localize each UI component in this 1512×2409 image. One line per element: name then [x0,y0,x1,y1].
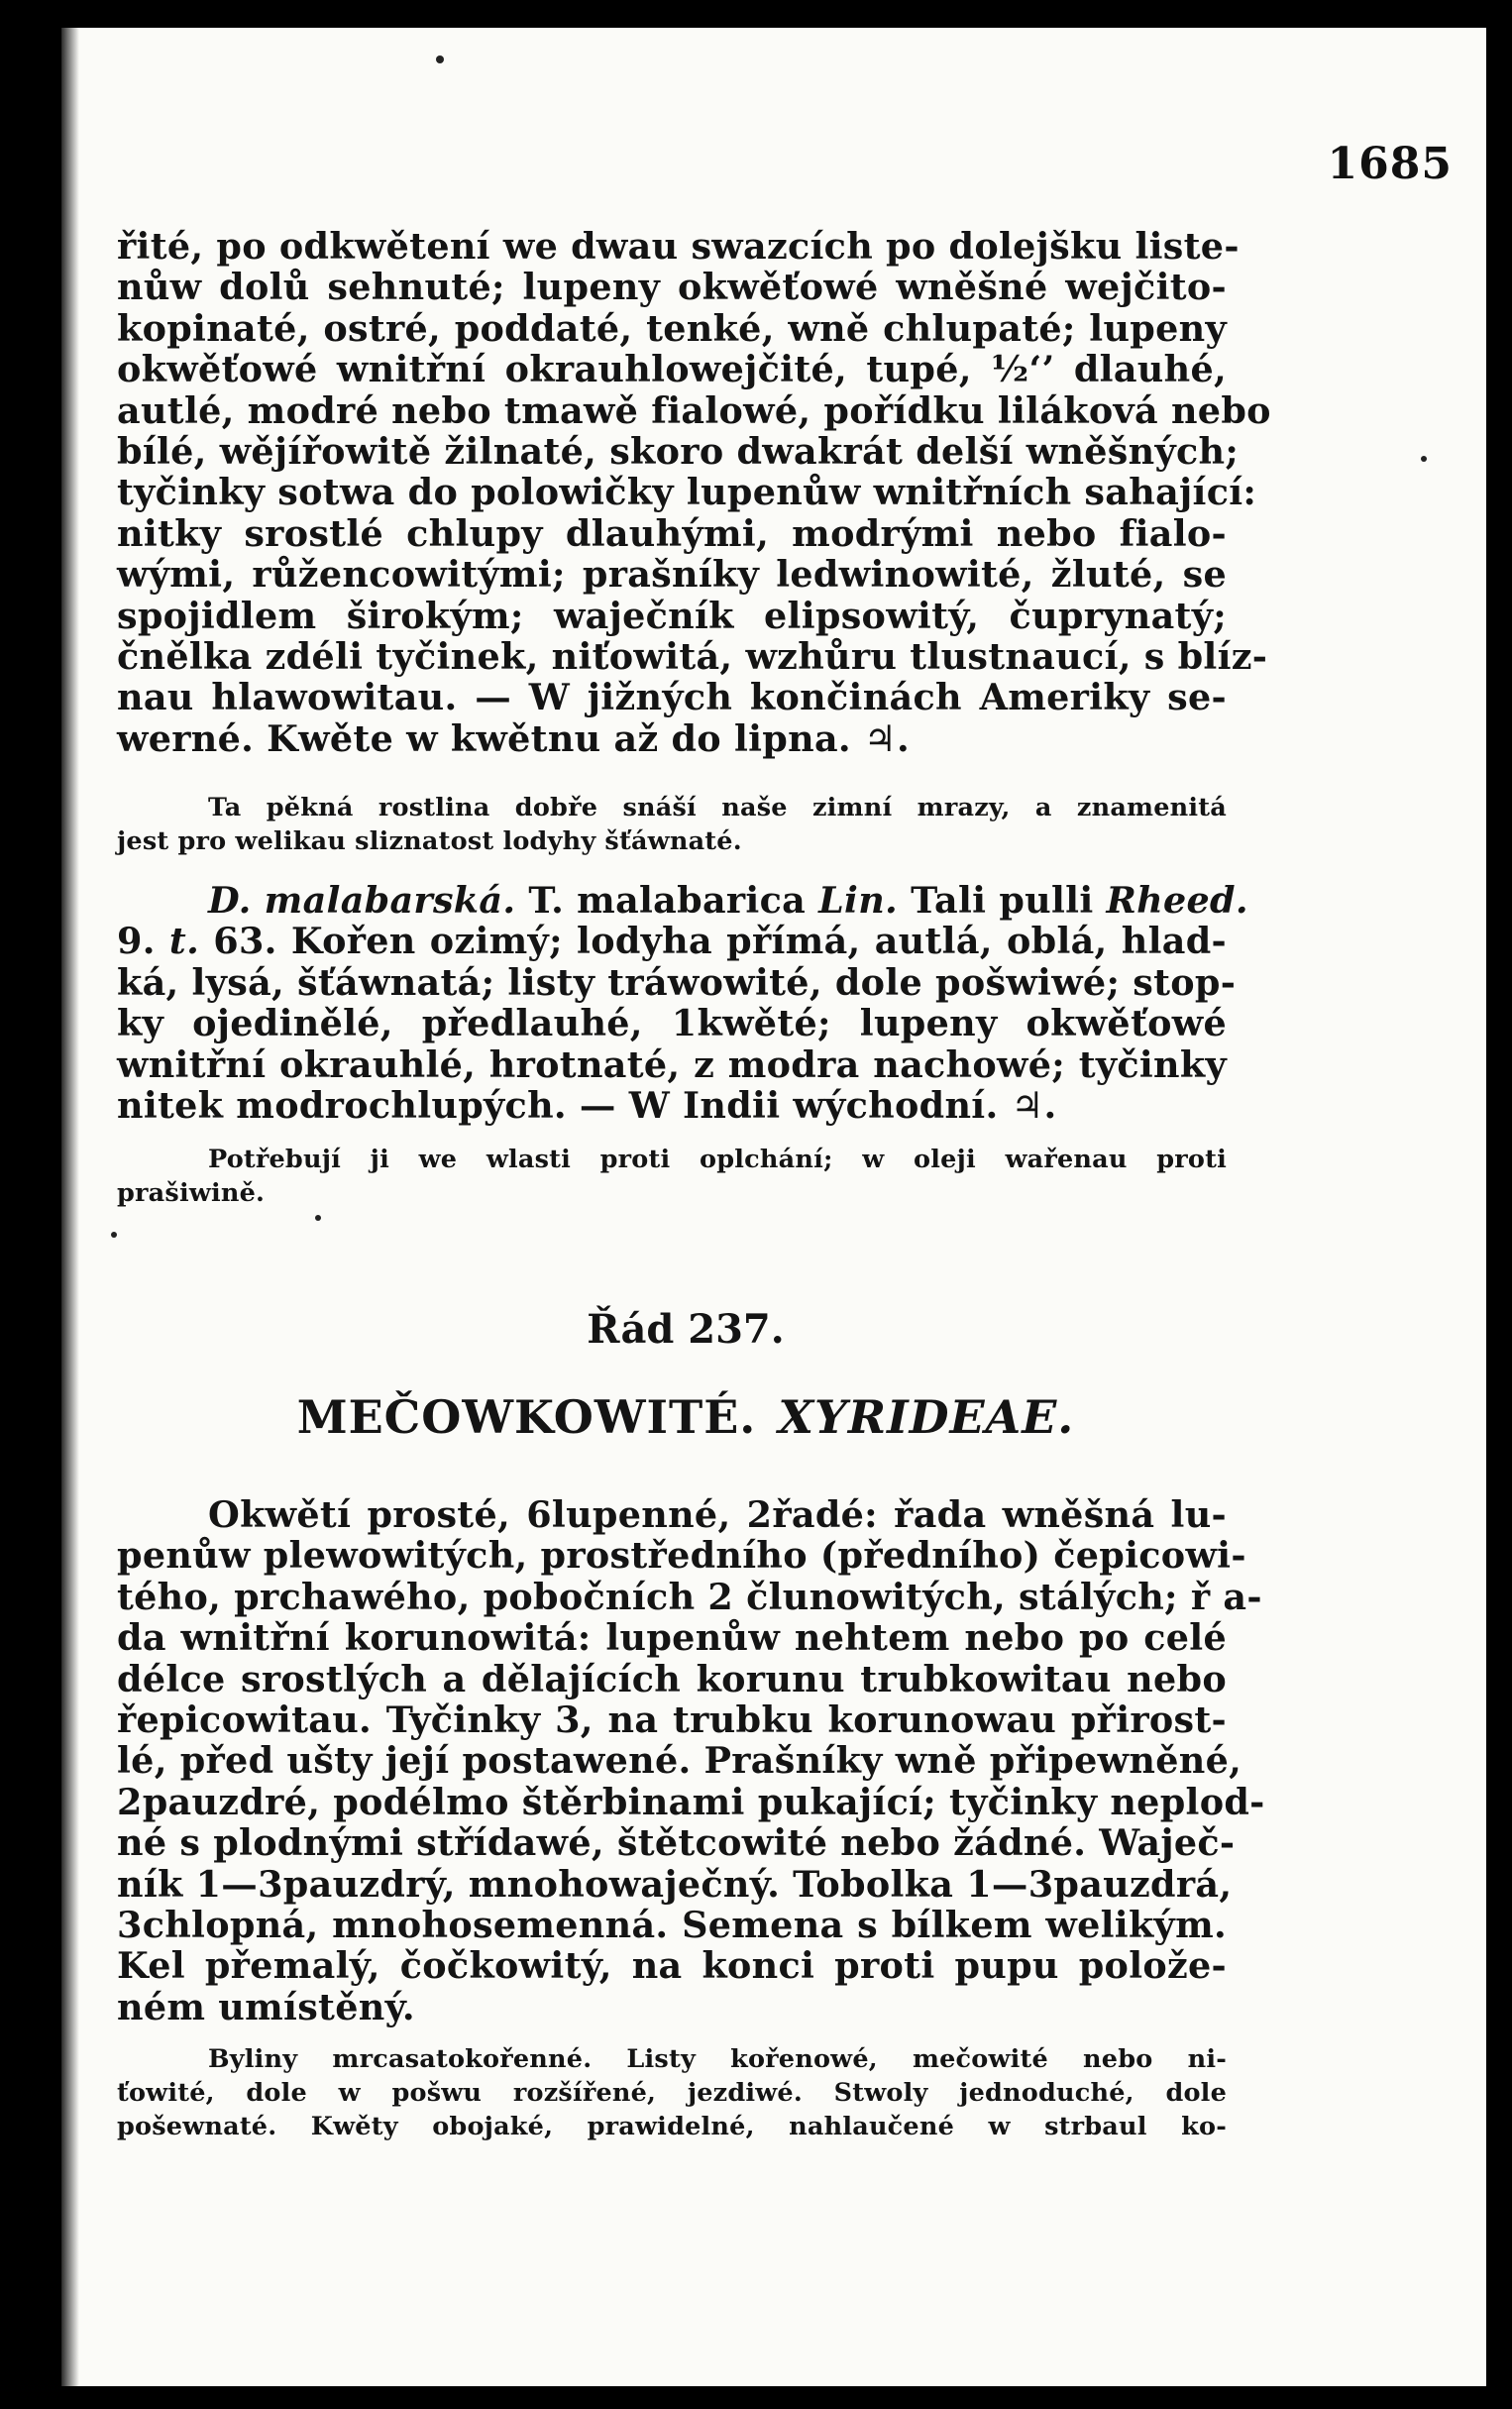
source-citation: Rheed. [1106,879,1248,922]
text-line: ká, lysá, šťáwnatá; listy tráwowité, dole pošwiwé; stop- [117,960,1237,1004]
scanned-page [61,28,1486,2386]
note-2 [117,1143,1227,1210]
section-2-species [117,879,1248,1128]
text-line: 2pauzdré, podélmo štěrbinami pukající; tyčinky neplod- [117,1780,1265,1823]
text-line: ník 1—3pauzdrý, mnohowaječný. Tobolka 1—3pauzdrá, [117,1862,1233,1906]
ref-rest: 63. Kořen ozimý; lodyha přímá, autlá, oblá, hlad- [213,920,1227,963]
species-header-line [117,879,1248,922]
text-line: da wnitřní korunowitá: lupenůw nehtem nebo po celé [117,1616,1227,1660]
section-1-description [117,225,1271,760]
synonym: Tali pulli [911,879,1094,922]
speck [111,1232,117,1238]
species-name: D. malabarská. [208,879,516,922]
section-3-family-description [117,1493,1265,2028]
family-heading [61,1390,1310,1444]
text-line: spojidlem širokým; waječník elipsowitý, čuprynatý; [117,594,1227,637]
text-line: bílé, wějířowitě žilnaté, skoro dwakrát delší wněšných; [117,430,1240,474]
text-line: čnělka zdéli tyčinek, niťowitá, wzhůru tlustnaucí, s blíz- [117,635,1268,679]
text-line: tyčinky sotwa do polowičky lupenůw wnitřních sahající: [117,471,1257,514]
text-line: penůw plewowitých, prostředního (předního) čepicowi- [117,1534,1246,1578]
text-line: nůw dolů sehnuté; lupeny okwěťowé wněšné wejčito- [117,266,1227,309]
text-line: ném umístěný. [117,1985,415,2028]
family-czech: MEČOWKOWITÉ. [296,1390,757,1444]
note-line: pošewnaté. Kwěty obojaké, prawidelné, nahlaučené w strbaul ko- [117,2112,1227,2141]
page-number: 1685 [1327,139,1453,189]
text-line: wnitřní okrauhlé, hrotnaté, z modra nachowé; tyčinky [117,1042,1227,1086]
page-edge-shadow [61,28,79,2386]
text-line: tého, prchawého, pobočních 2 člunowitých, stálých; ř a- [117,1575,1262,1618]
text-line: okwěťowé wnitřní okrauhlowejčité, tupé, ½‘’ dlauhé, [117,348,1227,391]
order-heading: Řád 237. [587,1306,785,1353]
text-line [117,921,1227,961]
text-line: ky ojedinělé, předlauhé, 1kwěté; lupeny okwěťowé [117,1002,1227,1045]
note-1 [117,791,1227,858]
note-line: jest pro welikau sliznatost lodyhy šťáwnaté. [117,826,742,856]
text-line: kopinaté, ostré, poddaté, tenké, wně chlupaté; lupeny [117,306,1227,350]
ref-start: 9. [117,920,156,963]
text-line: Kel přemalý, čočkowitý, na konci proti pupu polože- [117,1944,1227,1988]
text-line: řepicowitau. Tyčinky 3, na trubku korunowau přirost- [117,1698,1227,1742]
note-line: ťowité, dole w pošwu rozšířené, jezdiwé. Stwoly jednoduché, dole [117,2078,1227,2108]
note-line: Ta pěkná rostlina dobře snáší naše zimní mrazy, a znamenitá [208,793,1227,822]
latin-name: T. malabarica [528,879,807,922]
ref-plate: t. [168,920,200,963]
authority: Lin. [818,879,899,922]
speck [315,1215,321,1221]
text-line: nau hlawowitau. — W jižných končinách Ameriky se- [117,676,1227,719]
note-line: Potřebují ji we wlasti proti oplchání; w oleji wařenau proti [208,1145,1227,1174]
speck [1421,456,1427,462]
note-line: Byliny mrcasatokořenné. Listy kořenowé, mečowité nebo ni- [208,2044,1227,2074]
note-line: prašiwině. [117,1178,266,1208]
text-line: wými, růžencowitými; prašníky ledwinowité, žluté, se [117,553,1227,597]
text-line: Okwětí prosté, 6lupenné, 2řadé: řada wněšná lu- [208,1493,1227,1536]
text-line: werné. Kwěte w kwětnu až do lipna. ♃. [117,716,910,760]
family-latin: XYRIDEAE. [778,1390,1075,1444]
text-line: 3chlopná, mnohosemenná. Semena s bílkem welikým. [117,1904,1227,1947]
text-line: lé, před ušty její postawené. Prašníky wně připewněné, [117,1739,1242,1783]
text-line: né s plodnými střídawé, štětcowité nebo žádné. Waječ- [117,1821,1236,1865]
text-line: řité, po odkwětení we dwau swazcích po dolejšku liste- [117,225,1240,268]
note-3 [117,2042,1227,2143]
text-line: délce srostlých a dělajících korunu trubkowitau nebo [117,1657,1227,1700]
text-line: autlé, modré nebo tmawě fialowé, pořídku liláková nebo [117,388,1271,432]
text-line: nitky srostlé chlupy dlauhými, modrými nebo fialo- [117,511,1227,555]
speck [436,55,444,63]
text-line: nitek modrochlupých. — W Indii wýchodní. ♃. [117,1084,1057,1128]
